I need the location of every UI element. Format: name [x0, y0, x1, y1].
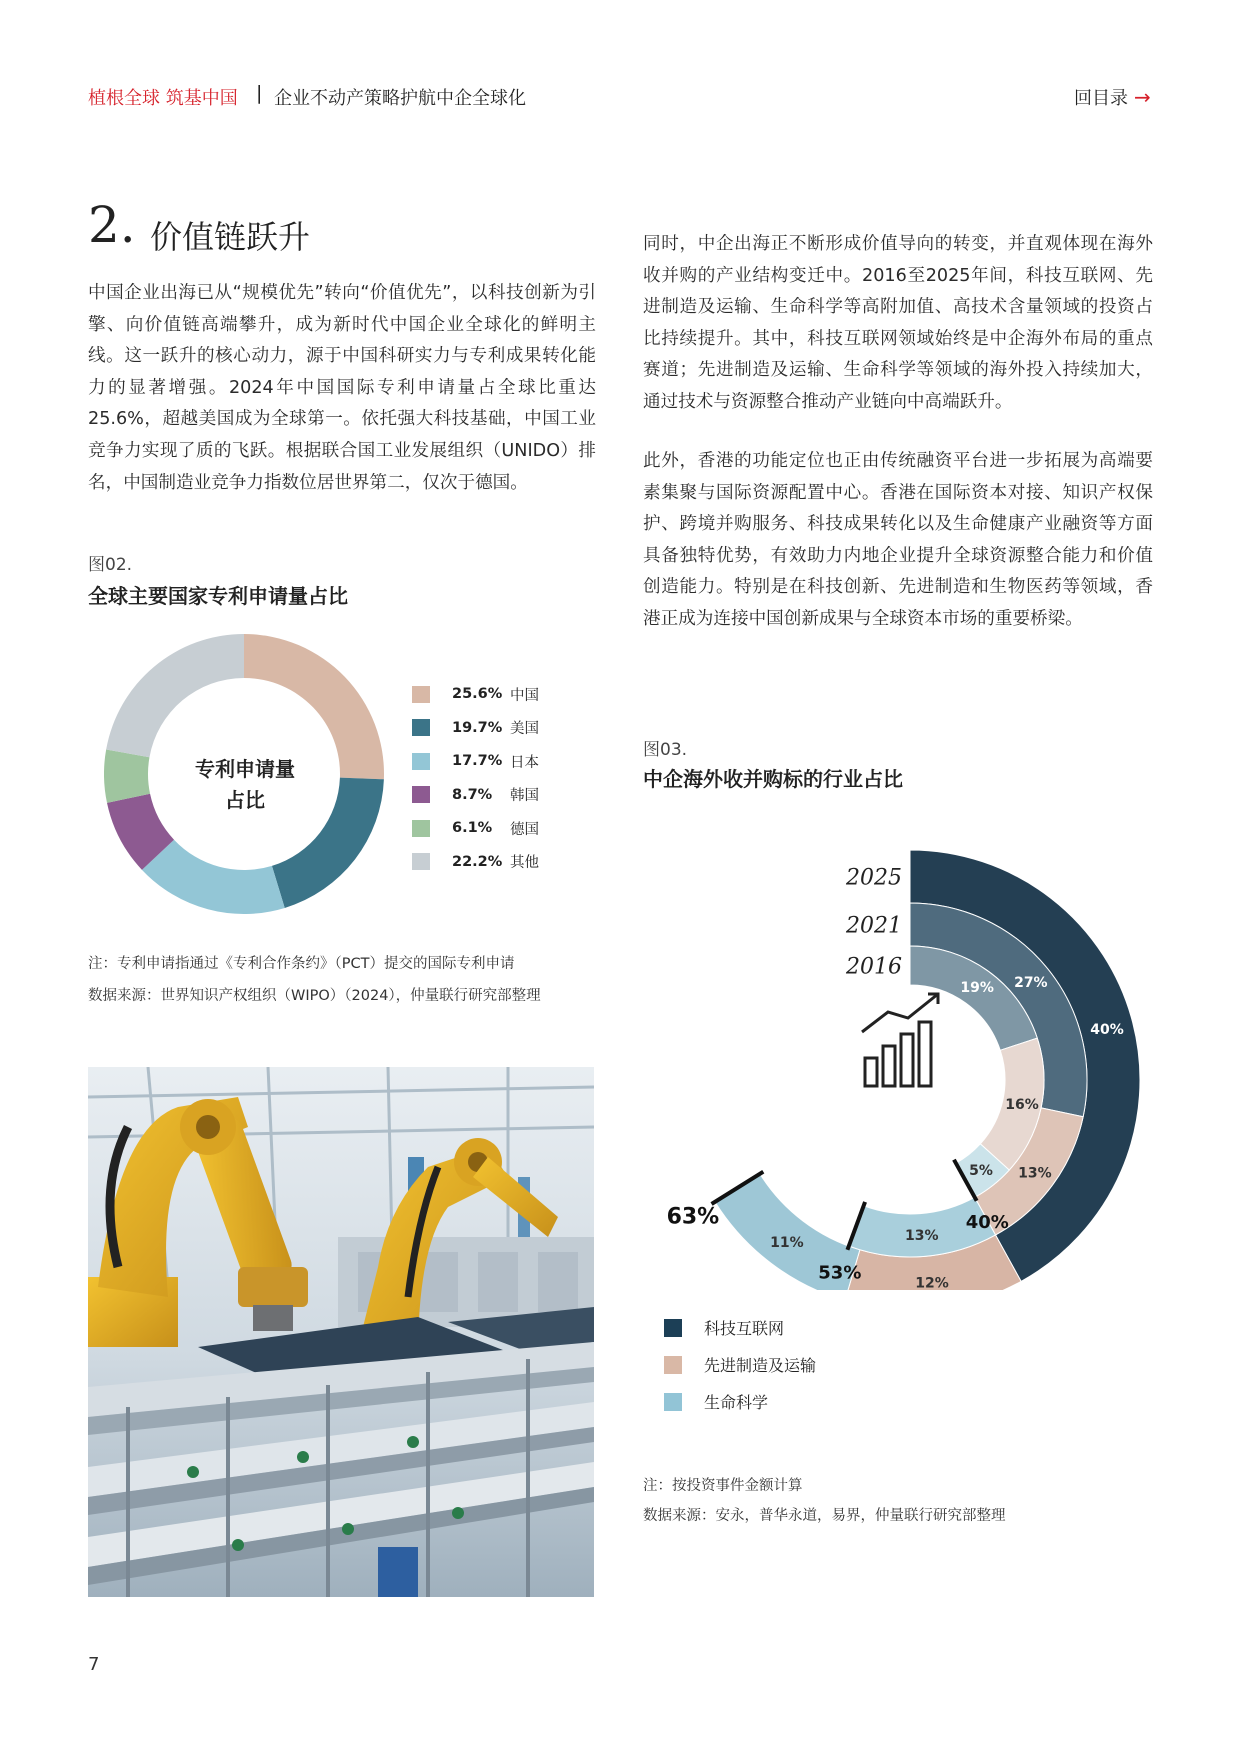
ring-value-label: 13% [904, 1228, 939, 1245]
ring-value-label: 27% [1014, 975, 1048, 992]
legend-swatch [412, 853, 430, 870]
ring-value-label: 11% [770, 1235, 804, 1252]
legend-label: 科技互联网 [704, 1319, 785, 1338]
donut-center-label [175, 754, 315, 816]
overseas-ma-sector-chart [640, 790, 1160, 1290]
legend-value: 25.6% [452, 686, 503, 702]
figure3-note: 注：按投资事件金额计算 [643, 1478, 803, 1494]
figure2-note: 注：专利申请指通过《专利合作条约》（PCT）提交的国际专利申请 [88, 956, 515, 972]
back-to-contents-link[interactable] [1074, 84, 1151, 110]
ring-value-label: 12% [915, 1275, 949, 1290]
back-to-contents-label: 回目录 [1074, 88, 1128, 109]
legend-label: 先进制造及运输 [704, 1356, 817, 1375]
ring-value-label: 19% [960, 980, 994, 997]
legend-label: 美国 [510, 721, 539, 737]
section-number: 2. [88, 196, 136, 254]
ring-total-label: 63% [666, 1204, 720, 1230]
figure3-source: 数据来源：安永，普华永道，易界，仲量联行研究部整理 [643, 1508, 1006, 1524]
ring-value-label: 5% [969, 1162, 993, 1179]
legend-item [412, 816, 539, 840]
legend-swatch [412, 786, 430, 803]
legend-item [664, 1390, 768, 1413]
header-separator: | [256, 82, 263, 104]
legend-label: 中国 [510, 687, 539, 704]
bar-chart-growth-icon [862, 994, 938, 1086]
donut-center-line1: 专利申请量 [195, 757, 295, 781]
ring-total-label: 53% [818, 1262, 862, 1284]
legend-item [412, 682, 539, 706]
page-number: 7 [88, 1654, 100, 1675]
industrial-robot-arms-image [88, 1067, 594, 1597]
ring-year-label: 2025 [846, 865, 902, 891]
legend-label: 德国 [510, 821, 539, 838]
ring-year-label: 2021 [846, 913, 902, 939]
legend-swatch [412, 686, 430, 703]
donut-slice-其他 [106, 634, 244, 757]
body-paragraph-right-2: 此外，香港的功能定位也正由传统融资平台进一步拓展为高端要素集聚与国际资源配置中心。香港在国际资本对接、知识产权保护、跨境并购服务、科技成果转化以及生命健康产业融资等方面具备独特优势，有效助力内地企业提升全球资源整合能力和价值创造能力。特别是在科技创新、先进制造和生物医药等领域，香港正成为连接中国创新成果与全球资本市场的重要桥梁。 [643, 451, 1153, 629]
ring-value-label: 16% [1005, 1096, 1039, 1113]
legend-swatch [412, 820, 430, 837]
legend-item [412, 749, 539, 773]
figure3-label: 图03. [643, 740, 688, 760]
ring-total-label: 40% [965, 1212, 1009, 1234]
legend-item [412, 716, 539, 740]
legend-swatch [664, 1356, 682, 1374]
legend-value: 17.7% [452, 753, 503, 769]
legend-swatch [412, 753, 430, 770]
body-paragraph-left: 中国企业出海已从“规模优先”转向“价值优先”，以科技创新为引擎、向价值链高端攀升，成为新时代中国企业全球化的鲜明主线。这一跃升的核心动力，源于中国科研实力与专利成果转化能力的显著增强。2024年中国国际专利申请量占全球比重达25.6%，超越美国成为全球第一。依托强大科技基础，中国工业竞争力实现了质的飞跃。根据联合国工业发展组织（UNIDO）排名，中国制造业竞争力指数位居世界第二，仅次于德国。 [88, 283, 596, 493]
legend-label: 韩国 [510, 788, 539, 804]
ring-value-label: 40% [1090, 1022, 1124, 1039]
ring-year-label: 2016 [846, 954, 902, 980]
legend-item [412, 783, 539, 807]
section-title: 价值链跃升 [150, 218, 311, 256]
figure2-source: 数据来源：世界知识产权组织（WIPO）（2024），仲量联行研究部整理 [88, 988, 541, 1004]
legend-swatch [664, 1393, 682, 1411]
legend-item [664, 1316, 784, 1339]
legend-value: 8.7% [452, 786, 493, 803]
legend-swatch [664, 1319, 682, 1337]
legend-value: 6.1% [452, 820, 493, 836]
legend-item [412, 850, 539, 874]
body-paragraph-right-1: 同时，中企出海正不断形成价值导向的转变，并直观体现在海外收并购的产业结构变迁中。2016至2025年间，科技互联网、先进制造及运输、生命科学等高附加值、高技术含量领域的投资占比持续提升。其中，科技互联网领域始终是中企海外布局的重点赛道；先进制造及运输、生命科学等领域的海外投入持续加大，通过技术与资源整合推动产业链向中高端跃升。 [643, 234, 1153, 412]
donut-center-line2: 占比 [225, 788, 265, 812]
arrow-right-icon: → [1134, 85, 1151, 109]
header-brand: 植根全球 筑基中国 [88, 88, 238, 109]
legend-value: 19.7% [452, 719, 503, 736]
figure3-title: 中企海外收并购标的行业占比 [643, 767, 903, 791]
ring-value-label: 13% [1018, 1165, 1052, 1182]
legend-swatch [412, 719, 430, 736]
donut-slice-日本 [142, 840, 285, 914]
figure2-label: 图02. [88, 555, 133, 575]
donut-slice-德国 [104, 749, 150, 802]
legend-label: 生命科学 [704, 1393, 769, 1412]
legend-label: 其他 [510, 855, 539, 871]
legend-item [664, 1353, 816, 1376]
legend-label: 日本 [510, 754, 539, 771]
legend-value: 22.2% [452, 853, 503, 870]
figure2-title: 全球主要国家专利申请量占比 [88, 584, 348, 608]
header-subtitle: 企业不动产策略护航中企全球化 [274, 88, 526, 109]
